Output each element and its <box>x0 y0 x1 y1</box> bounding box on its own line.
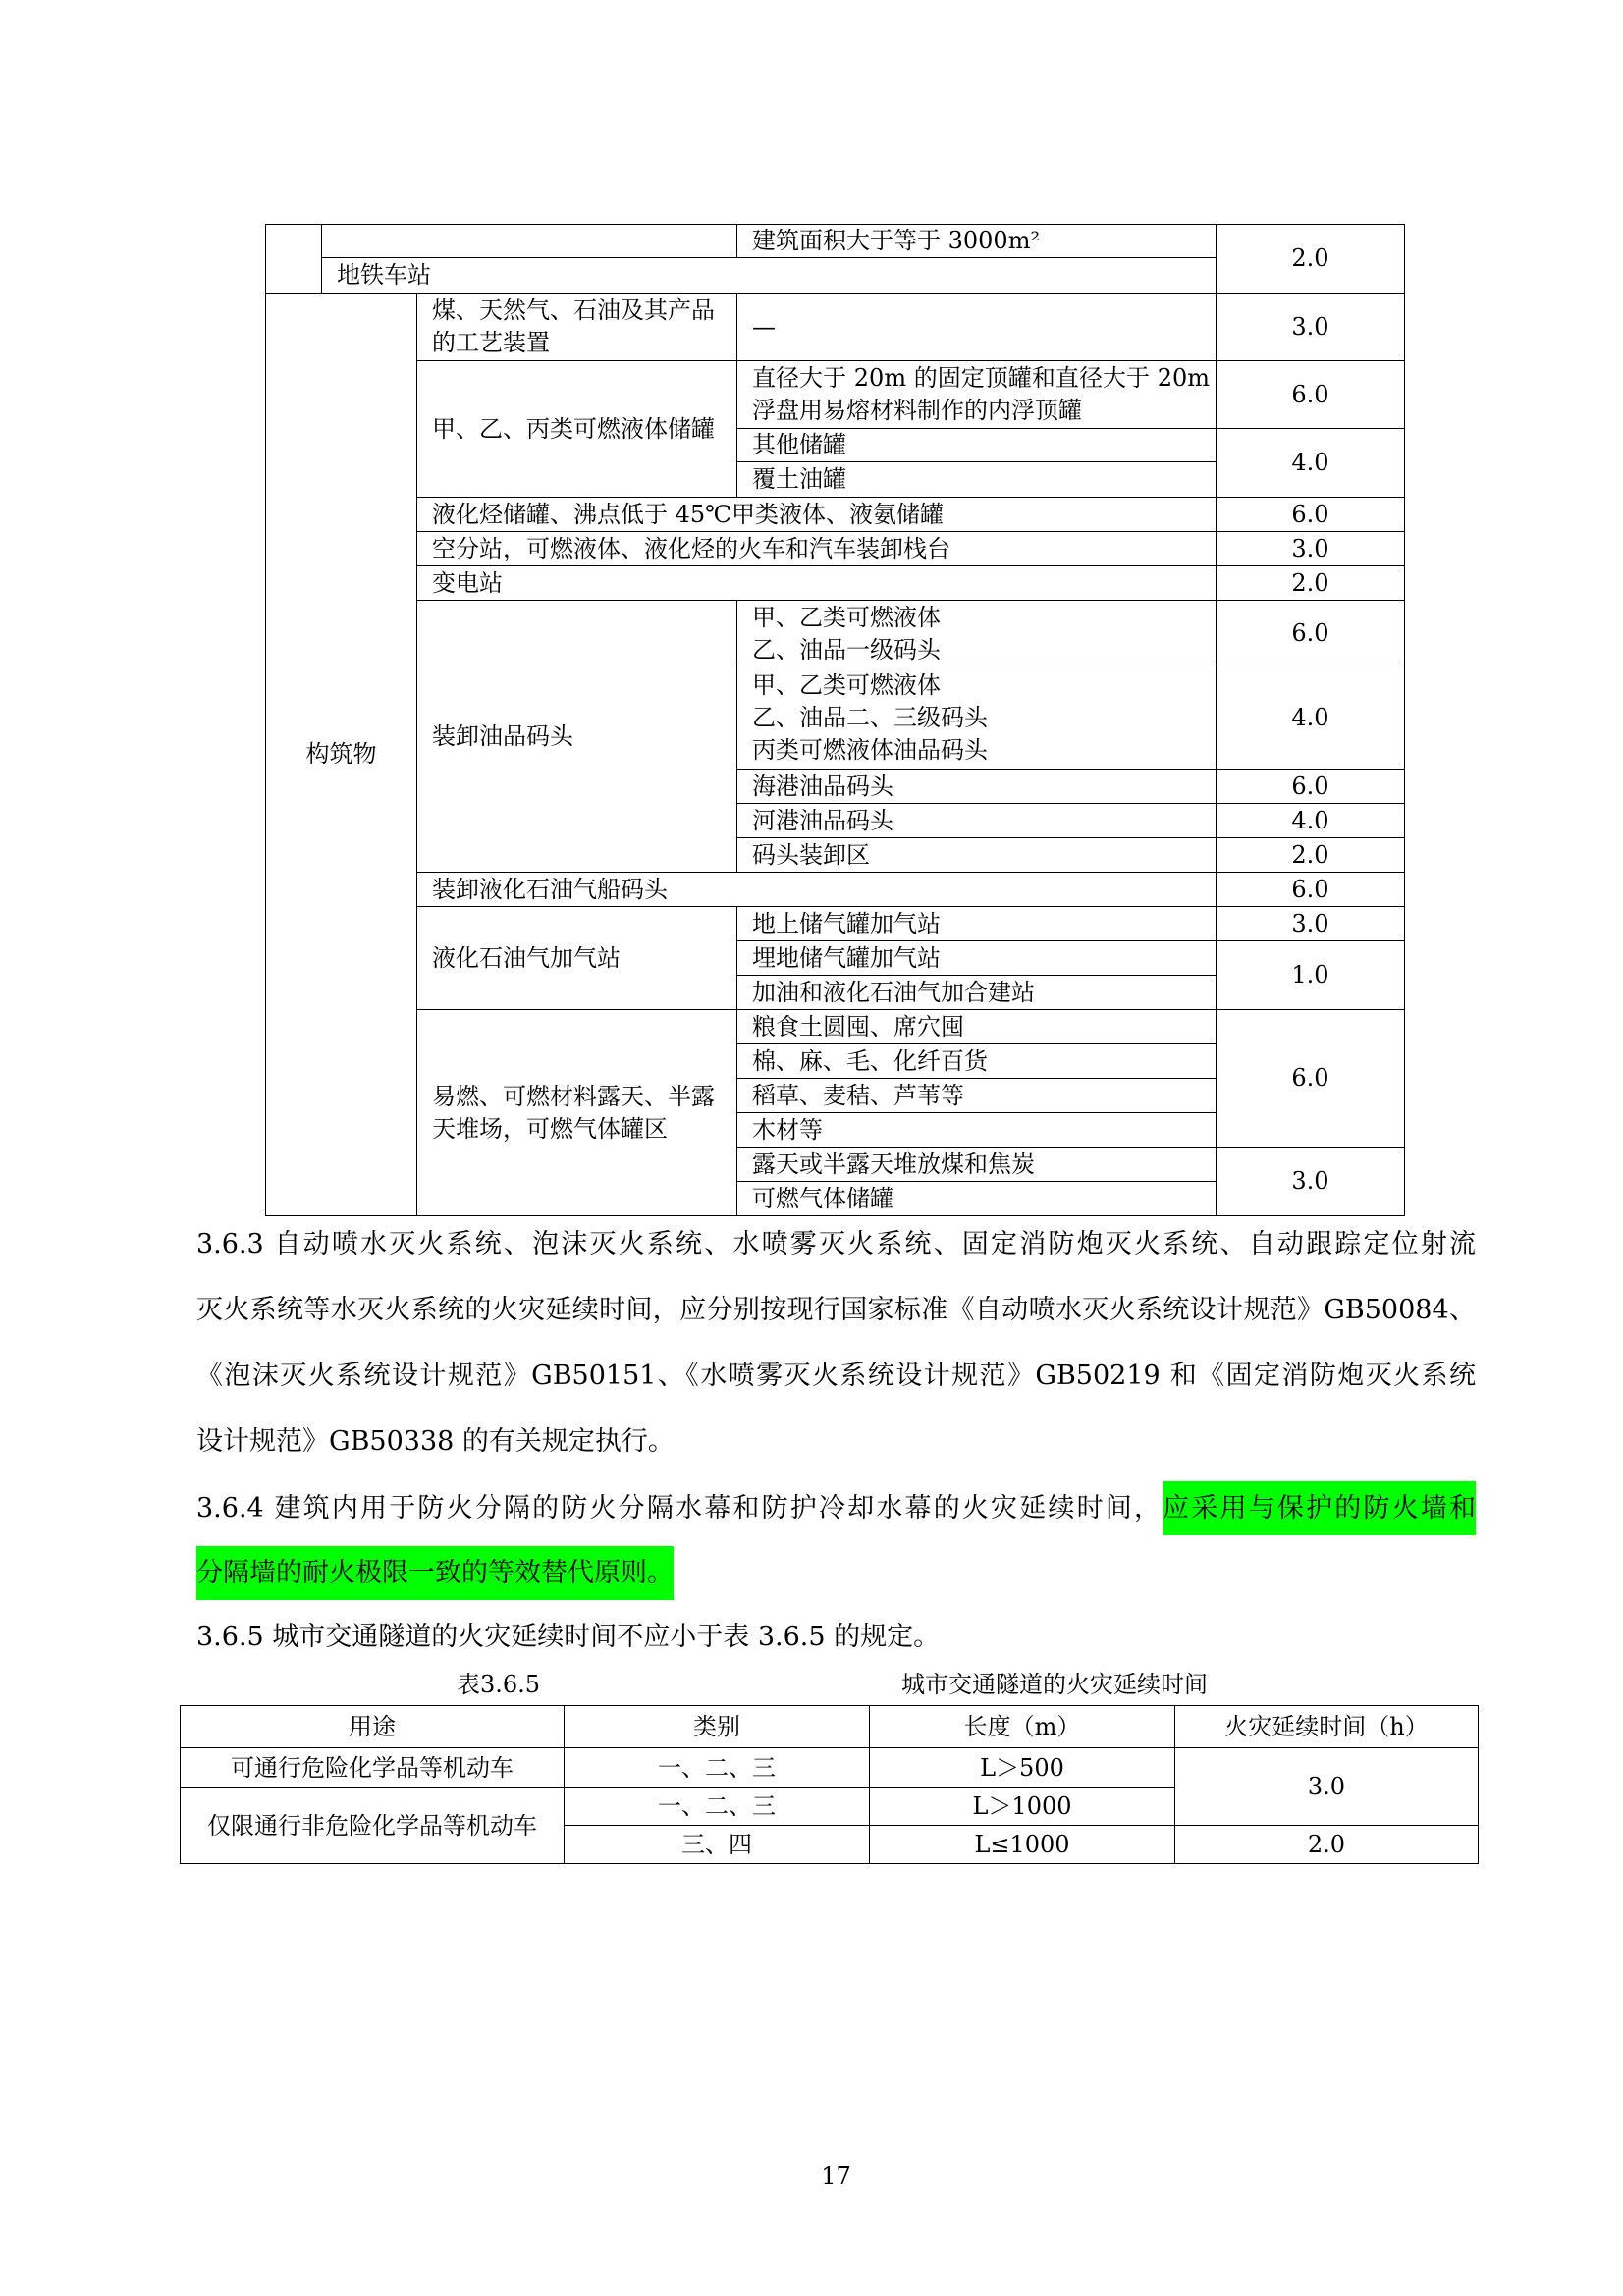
table-row <box>266 907 1405 941</box>
paragraph-line: 灭火系统等水灭火系统的火灾延续时间，应分别按现行国家标准《自动喷水灭火系统设计规范》GB50084、 <box>196 1295 1476 1325</box>
column-header: 用途 <box>181 1706 565 1748</box>
cell-line: 浮盘用易熔材料制作的内浮顶罐 <box>752 397 1082 424</box>
item-cell: 河港油品码头 <box>737 804 1217 838</box>
category-cell: 液化石油气加气站 <box>417 907 737 1010</box>
item-cell <box>737 667 1217 770</box>
length-cell: L≤1000 <box>870 1826 1175 1864</box>
clause-3-6-3 <box>196 1211 1476 1474</box>
category-cell: 装卸液化石油气船码头 <box>417 873 1217 907</box>
column-header: 类别 <box>565 1706 870 1748</box>
cell-line: 直径大于 20m 的固定顶罐和直径大于 20m <box>752 364 1210 392</box>
table-row <box>266 225 1405 258</box>
clause-3-6-5 <box>196 1605 1476 1670</box>
item-cell: 稻草、麦秸、芦苇等 <box>737 1079 1217 1113</box>
item-cell: 加油和液化石油气加合建站 <box>737 976 1217 1010</box>
item-cell: 建筑面积大于等于 3000m² <box>737 225 1217 258</box>
item-cell: 露天或半露天堆放煤和焦炭 <box>737 1148 1217 1182</box>
column-header: 长度（m） <box>870 1706 1175 1748</box>
cell-line: 甲、乙类可燃液体 <box>752 671 941 699</box>
paragraph-line: 3.6.5 城市交通隧道的火灾延续时间不应小于表 3.6.5 的规定。 <box>196 1622 941 1652</box>
category-cell: 一、二、三 <box>565 1788 870 1826</box>
duration-cell: 2.0 <box>1217 225 1405 294</box>
paragraph-line: 3.6.3 自动喷水灭火系统、泡沫灭火系统、水喷雾灭火系统、固定消防炮灭火系统、自动跟踪定位射流 <box>196 1229 1476 1259</box>
category-cell <box>417 1010 737 1216</box>
duration-cell: 2.0 <box>1217 566 1405 601</box>
cell-line: 煤、天然气、石油及其产品 <box>432 296 715 324</box>
cell-line: 天堆场，可燃气体罐区 <box>432 1114 668 1143</box>
duration-cell: 1.0 <box>1217 941 1405 1010</box>
item-cell: 其他储罐 <box>737 429 1217 462</box>
paragraph-text: 3.6.4 建筑内用于防火分隔的防火分隔水幕和防护冷却水幕的火灾延续时间， <box>196 1493 1163 1523</box>
item-cell: 地上储气罐加气站 <box>737 907 1217 941</box>
length-cell: L＞500 <box>870 1748 1175 1788</box>
table-header-row <box>181 1706 1479 1748</box>
duration-cell: 6.0 <box>1217 1010 1405 1148</box>
paragraph-line <box>196 1541 1476 1606</box>
item-cell: 海港油品码头 <box>737 770 1217 804</box>
table-row <box>266 1010 1405 1044</box>
page-number: 17 <box>821 2163 851 2190</box>
category-cell: 甲、乙、丙类可燃液体储罐 <box>417 361 737 498</box>
duration-cell: 3.0 <box>1217 1148 1405 1216</box>
cell-line: 的工艺装置 <box>432 329 550 356</box>
use-cell: 可通行危险化学品等机动车 <box>181 1748 565 1788</box>
duration-cell: 4.0 <box>1217 804 1405 838</box>
duration-cell: 2.0 <box>1175 1826 1479 1864</box>
table-row <box>266 873 1405 907</box>
use-cell: 仅限通行非危险化学品等机动车 <box>181 1788 565 1864</box>
item-cell: 可燃气体储罐 <box>737 1182 1217 1216</box>
highlighted-text: 分隔墙的耐火极限一致的等效替代原则。 <box>196 1546 674 1600</box>
category-cell: 液化烃储罐、沸点低于 45℃甲类液体、液氨储罐 <box>417 498 1217 532</box>
paragraph-line: 《泡沫灭火系统设计规范》GB50151、《水喷雾灭火系统设计规范》GB50219 和《固定消防炮灭火系统 <box>196 1361 1476 1391</box>
category-cell: 一、二、三 <box>565 1748 870 1788</box>
cell-line: 乙、油品二、三级码头 <box>752 704 988 731</box>
item-cell <box>737 601 1217 667</box>
tunnel-duration-table <box>180 1705 1479 1864</box>
category-cell <box>417 294 737 361</box>
item-cell: 地铁车站 <box>322 258 1217 294</box>
table-row <box>266 532 1405 566</box>
duration-cell: 3.0 <box>1217 294 1405 361</box>
category-cell: 三、四 <box>565 1826 870 1864</box>
paragraph-line <box>196 1476 1476 1541</box>
duration-cell: 2.0 <box>1217 838 1405 873</box>
duration-cell: 3.0 <box>1217 532 1405 566</box>
table-row <box>266 566 1405 601</box>
item-cell: 码头装卸区 <box>737 838 1217 873</box>
item-cell: 覆土油罐 <box>737 462 1217 498</box>
duration-cell: 6.0 <box>1217 770 1405 804</box>
carryover-category-cell <box>266 225 322 294</box>
item-cell: 埋地储气罐加气站 <box>737 941 1217 976</box>
item-cell <box>737 361 1217 429</box>
table-row <box>266 361 1405 429</box>
clause-3-6-4 <box>196 1476 1476 1606</box>
duration-cell: 4.0 <box>1217 429 1405 498</box>
duration-cell: 6.0 <box>1217 873 1405 907</box>
highlighted-text: 应采用与保护的防火墙和 <box>1163 1481 1476 1535</box>
category-cell: 空分站，可燃液体、液化烃的火车和汽车装卸栈台 <box>417 532 1217 566</box>
item-cell: 粮食土圆囤、席穴囤 <box>737 1010 1217 1044</box>
column-header: 火灾延续时间（h） <box>1175 1706 1479 1748</box>
table-row <box>181 1748 1479 1788</box>
duration-cell: 6.0 <box>1217 601 1405 667</box>
item-cell: 木材等 <box>737 1113 1217 1148</box>
duration-cell: 3.0 <box>1217 907 1405 941</box>
category-cell: 变电站 <box>417 566 1217 601</box>
table-row <box>266 498 1405 532</box>
length-cell: L＞1000 <box>870 1788 1175 1826</box>
table-title: 城市交通隧道的火灾延续时间 <box>901 1671 1208 1698</box>
empty-cell <box>322 225 737 258</box>
table-row <box>266 294 1405 361</box>
cell-line: 丙类可燃液体油品码头 <box>752 736 988 764</box>
structures-duration-table <box>265 224 1405 1216</box>
table-number: 表3.6.5 <box>457 1671 541 1698</box>
duration-cell: 4.0 <box>1217 667 1405 770</box>
item-cell: 棉、麻、毛、化纤百货 <box>737 1044 1217 1079</box>
duration-cell: 6.0 <box>1217 498 1405 532</box>
paragraph-line: 设计规范》GB50338 的有关规定执行。 <box>196 1426 675 1457</box>
duration-cell: 3.0 <box>1175 1748 1479 1826</box>
cell-line: 易燃、可燃材料露天、半露 <box>432 1082 715 1110</box>
item-cell: — <box>737 294 1217 361</box>
cell-line: 乙、油品一级码头 <box>752 635 941 664</box>
category-cell: 装卸油品码头 <box>417 601 737 873</box>
cell-line: 甲、乙类可燃液体 <box>752 603 941 631</box>
table-row <box>266 601 1405 667</box>
group-cell: 构筑物 <box>266 294 417 1216</box>
duration-cell: 6.0 <box>1217 361 1405 429</box>
